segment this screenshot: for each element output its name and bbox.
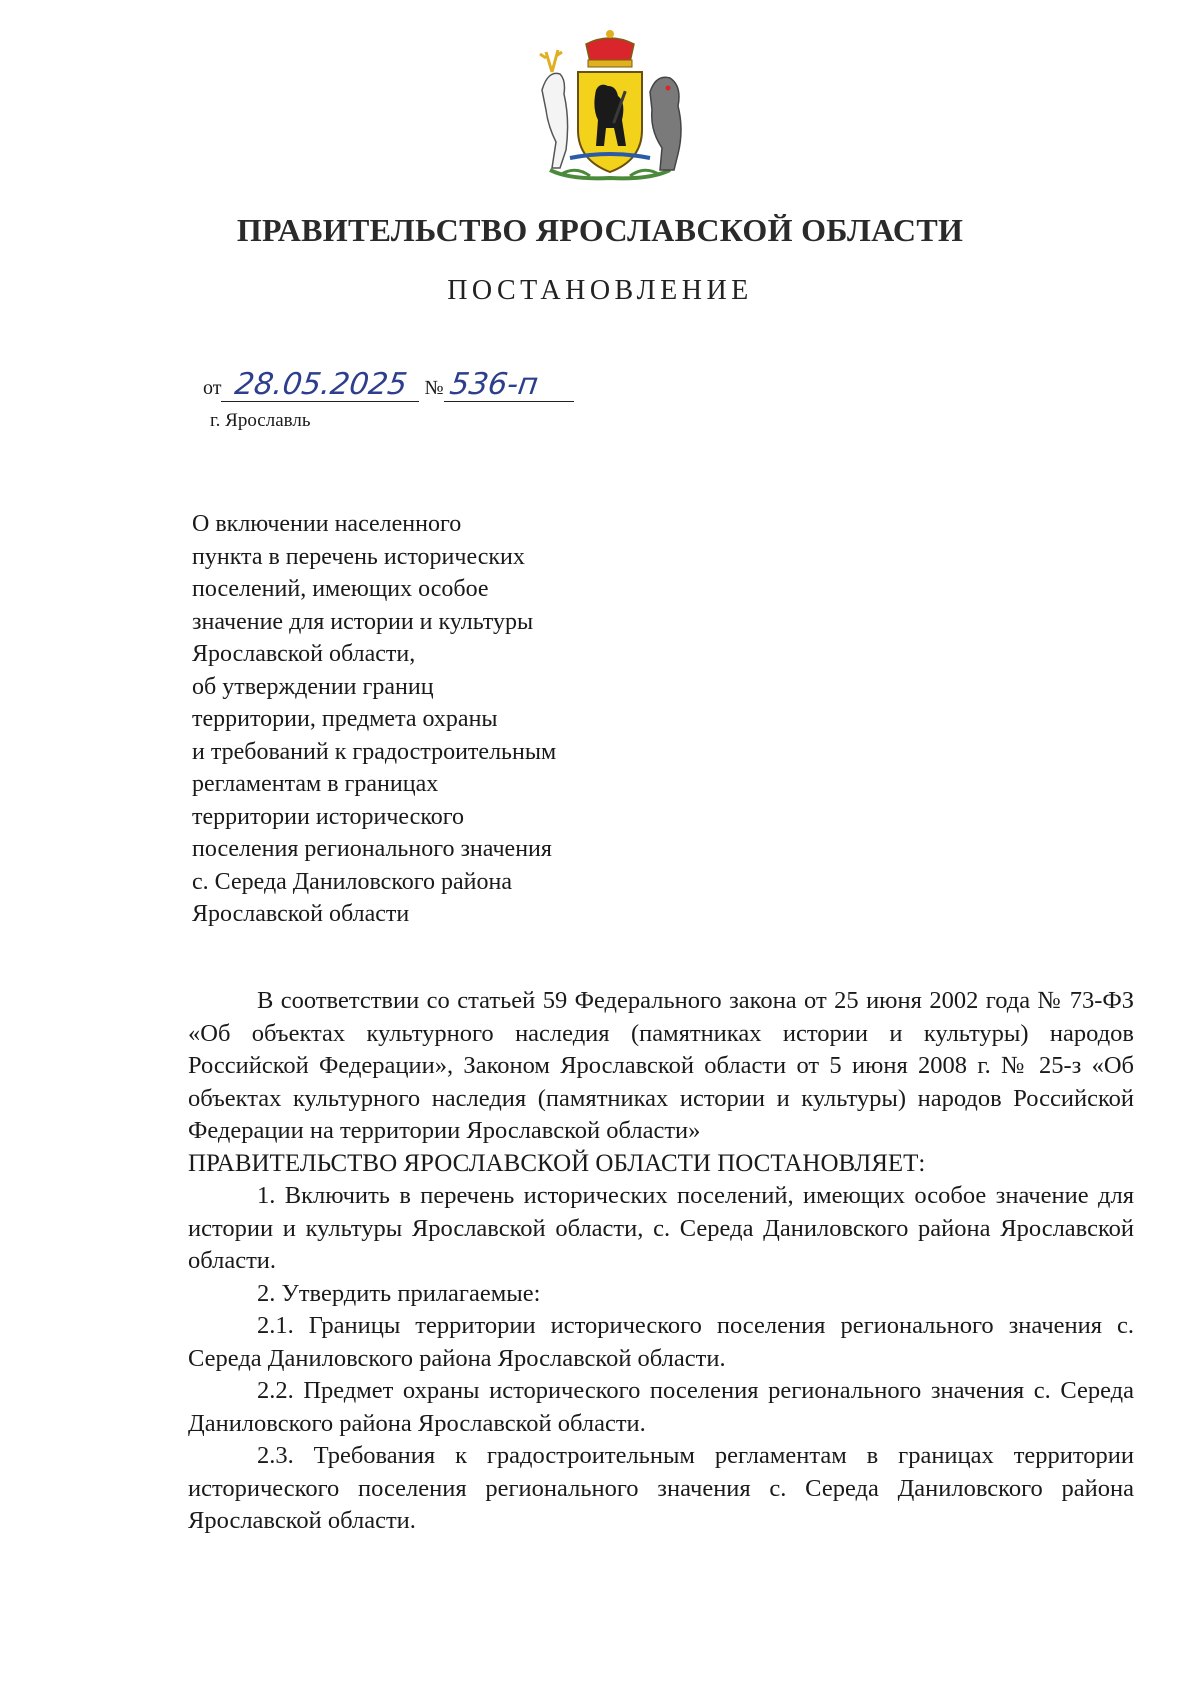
document-type-heading: ПОСТАНОВЛЕНИЕ	[447, 275, 753, 306]
clause-2-2: 2.2. Предмет охраны исторического поселения регионального значения с. Середа Даниловского района Ярославской области.	[188, 1377, 1134, 1437]
document-subject	[192, 508, 652, 931]
date-prefix: от	[203, 377, 222, 399]
subject-line: поселений, имеющих особое	[192, 576, 489, 602]
subject-line: с. Середа Даниловского района	[192, 868, 513, 895]
subject-line: территории, предмета охраны	[192, 706, 498, 732]
handwritten-number: 536-п	[447, 367, 540, 402]
subject-line: об утверждении границ	[192, 673, 434, 700]
handwritten-date: 28.05.2025	[233, 367, 410, 402]
subject-line: Ярославской области,	[192, 641, 416, 667]
date-field	[221, 367, 419, 402]
subject-line: территории исторического	[192, 803, 465, 830]
subject-line: значение для истории и культуры	[192, 608, 534, 635]
document-date-number-line	[203, 367, 574, 402]
organization-title: ПРАВИТЕЛЬСТВО ЯРОСЛАВСКОЙ ОБЛАСТИ	[236, 212, 964, 248]
subject-line: и требований к градостроительным	[192, 738, 557, 765]
clause-2: 2. Утвердить прилагаемые:	[257, 1279, 541, 1307]
subject-line: О включении населенного	[192, 511, 462, 537]
number-field	[444, 367, 574, 402]
clause-1: 1. Включить в перечень исторических поселений, имеющих особое значение для истории и культуры Ярославской области, с. Середа Даниловского района Ярославской области.	[188, 1182, 1134, 1274]
city-label: г. Ярославль	[210, 410, 311, 431]
subject-line: пункта в перечень исторических	[192, 543, 525, 570]
clause-2-3: 2.3. Требования к градостроительным регламентам в границах территории исторического поселения регионального значения с. Середа Даниловского района Ярославской области.	[188, 1442, 1134, 1534]
subject-line: регламентам в границах	[192, 771, 439, 797]
subject-line: Ярославской области	[192, 901, 410, 927]
decree-statement: ПРАВИТЕЛЬСТВО ЯРОСЛАВСКОЙ ОБЛАСТИ ПОСТАНОВЛЯЕТ:	[188, 1149, 926, 1177]
coat-of-arms-emblem	[530, 30, 690, 185]
number-prefix: №	[424, 377, 444, 399]
subject-line: поселения регионального значения	[192, 836, 552, 862]
preamble-paragraph: В соответствии со статьей 59 Федерального закона от 25 июня 2002 года № 73-ФЗ «Об объектах культурного наследия (памятниках истории и культуры) народов Российской Федерации», Законом Ярославской области от 5 июня 2008 г. № 25-з «Об объектах культурного наследия (памятниках истории и культуры) народов Российской Федерации на территории Ярославской области»	[188, 987, 1134, 1144]
clause-2-1: 2.1. Границы территории исторического поселения регионального значения с. Середа Даниловского района Ярославской области.	[188, 1312, 1134, 1372]
document-body	[188, 985, 1134, 1538]
